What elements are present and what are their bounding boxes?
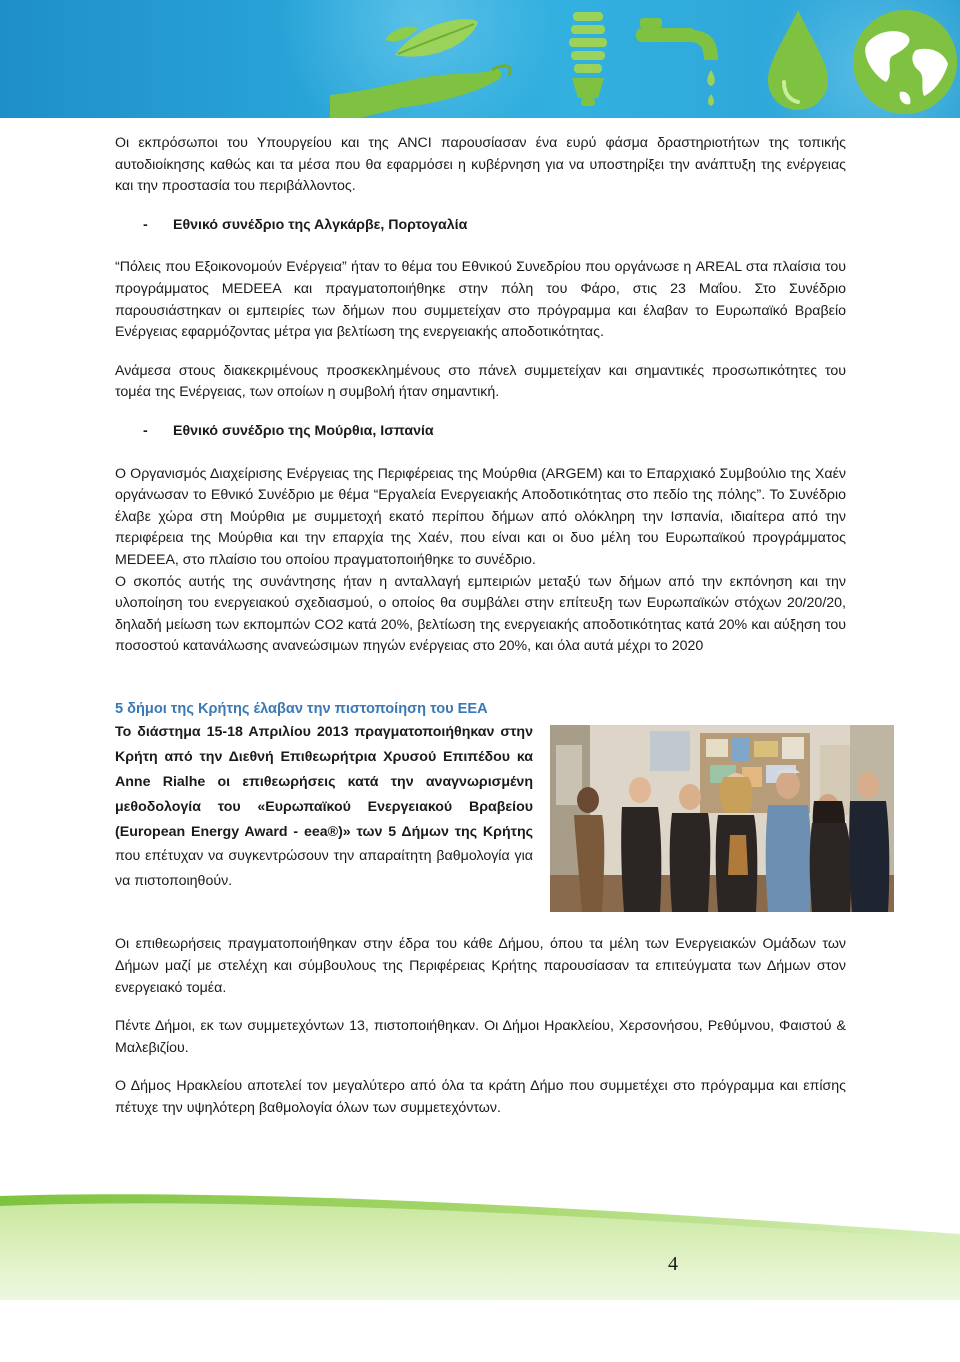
page-number: 4 — [668, 1253, 678, 1275]
murcia-paragraph-2: Ο σκοπός αυτής της συνάντησης ήταν η ανταλλαγή εμπειριών μεταξύ των δήμων από την εκπόνηση και την υλοποίηση του ενεργειακού σχεδιασμού, ο οποίος θα συμβάλει στην επίτευξη των Ευρωπαϊκών στόχων 20/20/20, δηλαδή μείωση των εκπομπών CO2 κατά 20%, βελτίωση της ενεργειακής αποδοτικότητας κατά 20% και αύξηση του ποσοστού κατανάλωσης ανανεώσιμων πηγών ενέργειας στο 20%, και όλα αυτά μέχρι το 2020 — [115, 573, 846, 655]
heraklion-paragraph: Ο Δήμος Ηρακλείου αποτελεί τον μεγαλύτερο από όλα τα κράτη Δήμο που συμμετέχει στο πρόγραμμα και επίσης πέτυχε την υψηλότερη βαθμολογία όλων των συμμετεχόντων. — [115, 1078, 846, 1117]
footer-wave — [0, 1190, 960, 1357]
group-photo-illustration — [550, 725, 894, 912]
algarve-paragraph-2: Ανάμεσα στους διακεκριμένους προσκεκλημένους στο πάνελ συμμετείχαν και σημαντικές προσωπικότητες του τομέα της Ενέργειας, των οποίων η συμβολή ήταν σημαντική. — [115, 362, 846, 401]
heading-algarve-text: Εθνικό συνέδριο της Αλγκάρβε, Πορτογαλία — [173, 216, 468, 233]
heading-murcia — [115, 421, 846, 443]
light-bulb-icon — [569, 12, 607, 106]
eea-block — [115, 720, 846, 934]
heading-algarve — [115, 215, 846, 237]
header-banner — [0, 0, 960, 118]
eea-paragraph — [115, 720, 533, 894]
list-dash: - — [143, 216, 148, 233]
algarve-paragraph-1: “Πόλεις που Εξοικονομούν Ενέργεια” ήταν το θέμα του Εθνικού Συνεδρίου που οργάνωσε η AREAL στα πλαίσια του προγράμματος MEDEEA και πραγματοποιήθηκε στην πόλη του Φάρο, στις 23 Μαΐου. Στο Συνέδριο παρουσιάστηκαν οι εμπειρίες των δήμων που συμμετείχαν στο πρόγραμμα και έλαβαν το Ευρωπαϊκό Βραβείο Ενέργειας εφαρμόζοντας μέτρα για βελτίωση της ενεργειακής αποδοτικότητας. — [115, 259, 846, 341]
intro-paragraph: Οι εκπρόσωποι του Υπουργείου και της ANCI παρουσίασαν ένα ευρύ φάσμα δραστηριοτήτων της τοπικής αυτοδιοίκησης καθώς και τα μέσα που θα εφαρμόσει η κυβέρνηση για να υποστηρίξει την ανάπτυξη της ενέργειας και την προστασία του περιβάλλοντος. — [115, 135, 846, 195]
five-municipalities-paragraph: Πέντε Δήμοι, εκ των συμμετεχόντων 13, πιστοποιήθηκαν. Οι Δήμοι Ηρακλείου, Χερσονήσου, Ρεθύμνου, Φαιστού & Μαλεβιζίου. — [115, 1018, 846, 1056]
globe-icon — [853, 10, 957, 114]
page-content — [115, 133, 846, 1120]
group-photo — [550, 725, 894, 912]
heading-murcia-text: Εθνικό συνέδριο της Μούρθια, Ισπανία — [173, 422, 434, 439]
faucet-icon — [636, 18, 718, 106]
eea-section-title: 5 δήμοι της Κρήτης έλαβαν την πιστοποίηση του EEA — [115, 700, 488, 717]
footer-wave-art — [0, 1190, 960, 1357]
eea-bold-text: Το διάστημα 15-18 Απριλίου 2013 πραγματοποιήθηκαν στην Κρήτη από την Διεθνή Επιθεωρήτρια Χρυσού Επιπέδου κα Anne Rialhe οι επιθεωρήσεις κατά την αναγνωρισμένη μεθοδολογία του «Ευρωπαϊκού Ενεργειακού Βραβείου (European Energy Award - eea®)» των 5 Δήμων της Κρήτης — [115, 724, 533, 840]
banner-art — [0, 0, 960, 118]
eea-rest-text: που επέτυχαν να συγκεντρώσουν την απαραίτητη βαθμολογία για να πιστοποιηθούν. — [115, 848, 533, 890]
murcia-paragraph-1: Ο Οργανισμός Διαχείρισης Ενέργειας της Περιφέρειας της Μούρθια (ARGEM) και το Επαρχιακό Συμβούλιο της Χαέν οργάνωσαν το Εθνικό Συνέδριο με θέμα “Εργαλεία Ενεργειακής Αποδοτικότητας στο πεδίο της πόλης”. Το Συνέδριο έλαβε χώρα στη Μούρθια με συμμετοχή εκατό περίπου δήμων από ολόκληρη την Ισπανία, ιδιαίτερα από την περιφέρεια της Μούρθια και την επαρχία της Χαέν, που είναι και οι δυο μέλη του Ευρωπαϊκού προγράμματος MEDEEA, στο πλαίσιο του οποίου πραγματοποιήθηκε το συνέδριο. — [115, 465, 846, 568]
list-dash: - — [143, 422, 148, 439]
inspections-paragraph: Οι επιθεωρήσεις πραγματοποιήθηκαν στην έδρα του κάθε Δήμου, όπου τα μέλη των Ενεργειακών Ομάδων των Δήμων μαζί με στελέχη και σύμβουλους της Περιφέρειας Κρήτης παρουσίασαν τα επιτεύγματα των Δήμων στον ενεργειακό τομέα. — [115, 936, 846, 996]
